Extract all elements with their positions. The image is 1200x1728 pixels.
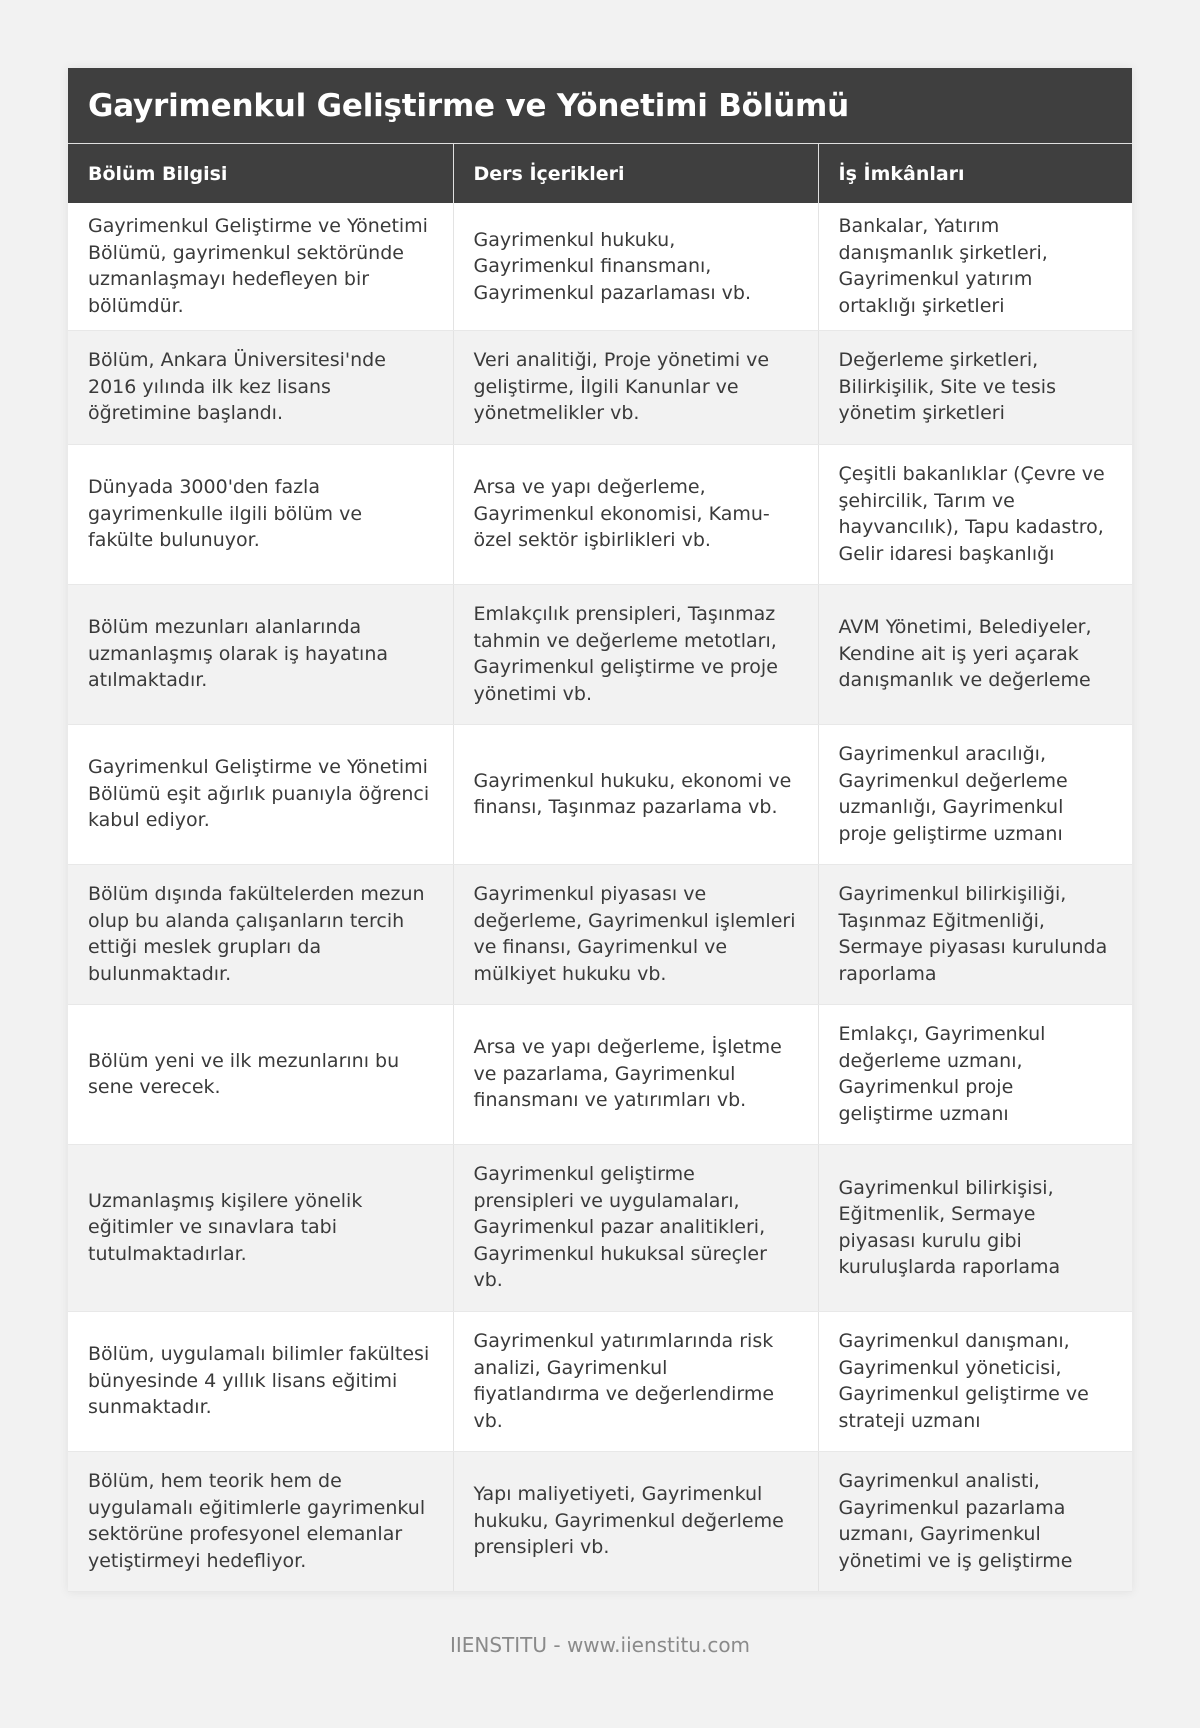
page-title: Gayrimenkul Geliştirme ve Yönetimi Bölümü <box>88 87 850 124</box>
table-cell: Gayrimenkul Geliştirme ve Yönetimi Bölümü eşit ağırlık puanıyla öğrenci kabul ediyor. <box>68 724 453 864</box>
table-cell: Uzmanlaşmış kişilere yönelik eğitimler ve sınavlara tabi tutulmaktadırlar. <box>68 1144 453 1311</box>
table-cell: Gayrimenkul piyasası ve değerleme, Gayrimenkul işlemleri ve finansı, Gayrimenkul ve mülkiyet hukuku vb. <box>453 864 818 1004</box>
table-cell: Bölüm yeni ve ilk mezunlarını bu sene verecek. <box>68 1004 453 1144</box>
table-cell: Yapı maliyetiyeti, Gayrimenkul hukuku, Gayrimenkul değerleme prensipleri vb. <box>453 1451 818 1591</box>
table-row <box>68 864 1132 1004</box>
table-cell: Arsa ve yapı değerleme, Gayrimenkul ekonomisi, Kamu-özel sektör işbirlikleri vb. <box>453 444 818 584</box>
table-cell: Veri analitiği, Proje yönetimi ve geliştirme, İlgili Kanunlar ve yönetmelikler vb. <box>453 330 818 444</box>
table-row <box>68 1004 1132 1144</box>
table-cell: Bölüm dışında fakültelerden mezun olup bu alanda çalışanların tercih ettiği meslek grupları da bulunmaktadır. <box>68 864 453 1004</box>
table-cell: Gayrimenkul aracılığı, Gayrimenkul değerleme uzmanlığı, Gayrimenkul proje geliştirme uzmanı <box>818 724 1132 864</box>
table-cell: Gayrimenkul geliştirme prensipleri ve uygulamaları, Gayrimenkul pazar analitikleri, Gayrimenkul hukuksal süreçler vb. <box>453 1144 818 1311</box>
table-row <box>68 444 1132 584</box>
table-cell: Bölüm mezunları alanlarında uzmanlaşmış olarak iş hayatına atılmaktadır. <box>68 584 453 724</box>
table-row <box>68 1451 1132 1591</box>
column-header-job-opportunities: İş İmkânları <box>818 144 1132 203</box>
table-row <box>68 1144 1132 1311</box>
table-cell: AVM Yönetimi, Belediyeler, Kendine ait iş yeri açarak danışmanlık ve değerleme <box>818 584 1132 724</box>
column-header-course-contents: Ders İçerikleri <box>453 144 818 203</box>
table-row <box>68 1311 1132 1451</box>
table-cell: Emlakçılık prensipleri, Taşınmaz tahmin ve değerleme metotları, Gayrimenkul geliştirme ve proje yönetimi vb. <box>453 584 818 724</box>
table-cell: Gayrimenkul yatırımlarında risk analizi, Gayrimenkul fiyatlandırma ve değerlendirme vb. <box>453 1311 818 1451</box>
footer-credit: IIENSTITU - www.iienstitu.com <box>449 1633 751 1657</box>
title-bar <box>68 68 1132 144</box>
table-cell: Arsa ve yapı değerleme, İşletme ve pazarlama, Gayrimenkul finansmanı ve yatırımları vb. <box>453 1004 818 1144</box>
table-cell: Bankalar, Yatırım danışmanlık şirketleri, Gayrimenkul yatırım ortaklığı şirketleri <box>818 203 1132 330</box>
table-header-row <box>68 144 1132 203</box>
table-cell: Gayrimenkul analisti, Gayrimenkul pazarlama uzmanı, Gayrimenkul yönetimi ve iş geliştirme <box>818 1451 1132 1591</box>
table-cell: Emlakçı, Gayrimenkul değerleme uzmanı, Gayrimenkul proje geliştirme uzmanı <box>818 1004 1132 1144</box>
column-header-department-info: Bölüm Bilgisi <box>68 144 453 203</box>
table-cell: Gayrimenkul bilirkişisi, Eğitmenlik, Sermaye piyasası kurulu gibi kuruluşlarda raporlama <box>818 1144 1132 1311</box>
table-row <box>68 584 1132 724</box>
table-cell: Gayrimenkul Geliştirme ve Yönetimi Bölümü, gayrimenkul sektöründe uzmanlaşmayı hedefleyen bir bölümdür. <box>68 203 453 330</box>
table-cell: Çeşitli bakanlıklar (Çevre ve şehircilik, Tarım ve hayvancılık), Tapu kadastro, Gelir idaresi başkanlığı <box>818 444 1132 584</box>
table-row <box>68 724 1132 864</box>
table-cell: Değerleme şirketleri, Bilirkişilik, Site ve tesis yönetim şirketleri <box>818 330 1132 444</box>
table-cell: Dünyada 3000'den fazla gayrimenkulle ilgili bölüm ve fakülte bulunuyor. <box>68 444 453 584</box>
table-row <box>68 330 1132 444</box>
table-cell: Bölüm, Ankara Üniversitesi'nde 2016 yılında ilk kez lisans öğretimine başlandı. <box>68 330 453 444</box>
table-cell: Gayrimenkul bilirkişiliği, Taşınmaz Eğitmenliği, Sermaye piyasası kurulunda raporlama <box>818 864 1132 1004</box>
table-cell: Gayrimenkul hukuku, Gayrimenkul finansmanı, Gayrimenkul pazarlaması vb. <box>453 203 818 330</box>
table-cell: Gayrimenkul hukuku, ekonomi ve finansı, Taşınmaz pazarlama vb. <box>453 724 818 864</box>
table-cell: Bölüm, uygulamalı bilimler fakültesi bünyesinde 4 yıllık lisans eğitimi sunmaktadır. <box>68 1311 453 1451</box>
department-table <box>68 144 1132 1592</box>
table-cell: Bölüm, hem teorik hem de uygulamalı eğitimlerle gayrimenkul sektörüne profesyonel elemanlar yetiştirmeyi hedefliyor. <box>68 1451 453 1591</box>
table-row <box>68 203 1132 330</box>
info-card <box>68 68 1132 1592</box>
table-cell: Gayrimenkul danışmanı, Gayrimenkul yöneticisi, Gayrimenkul geliştirme ve strateji uzmanı <box>818 1311 1132 1451</box>
